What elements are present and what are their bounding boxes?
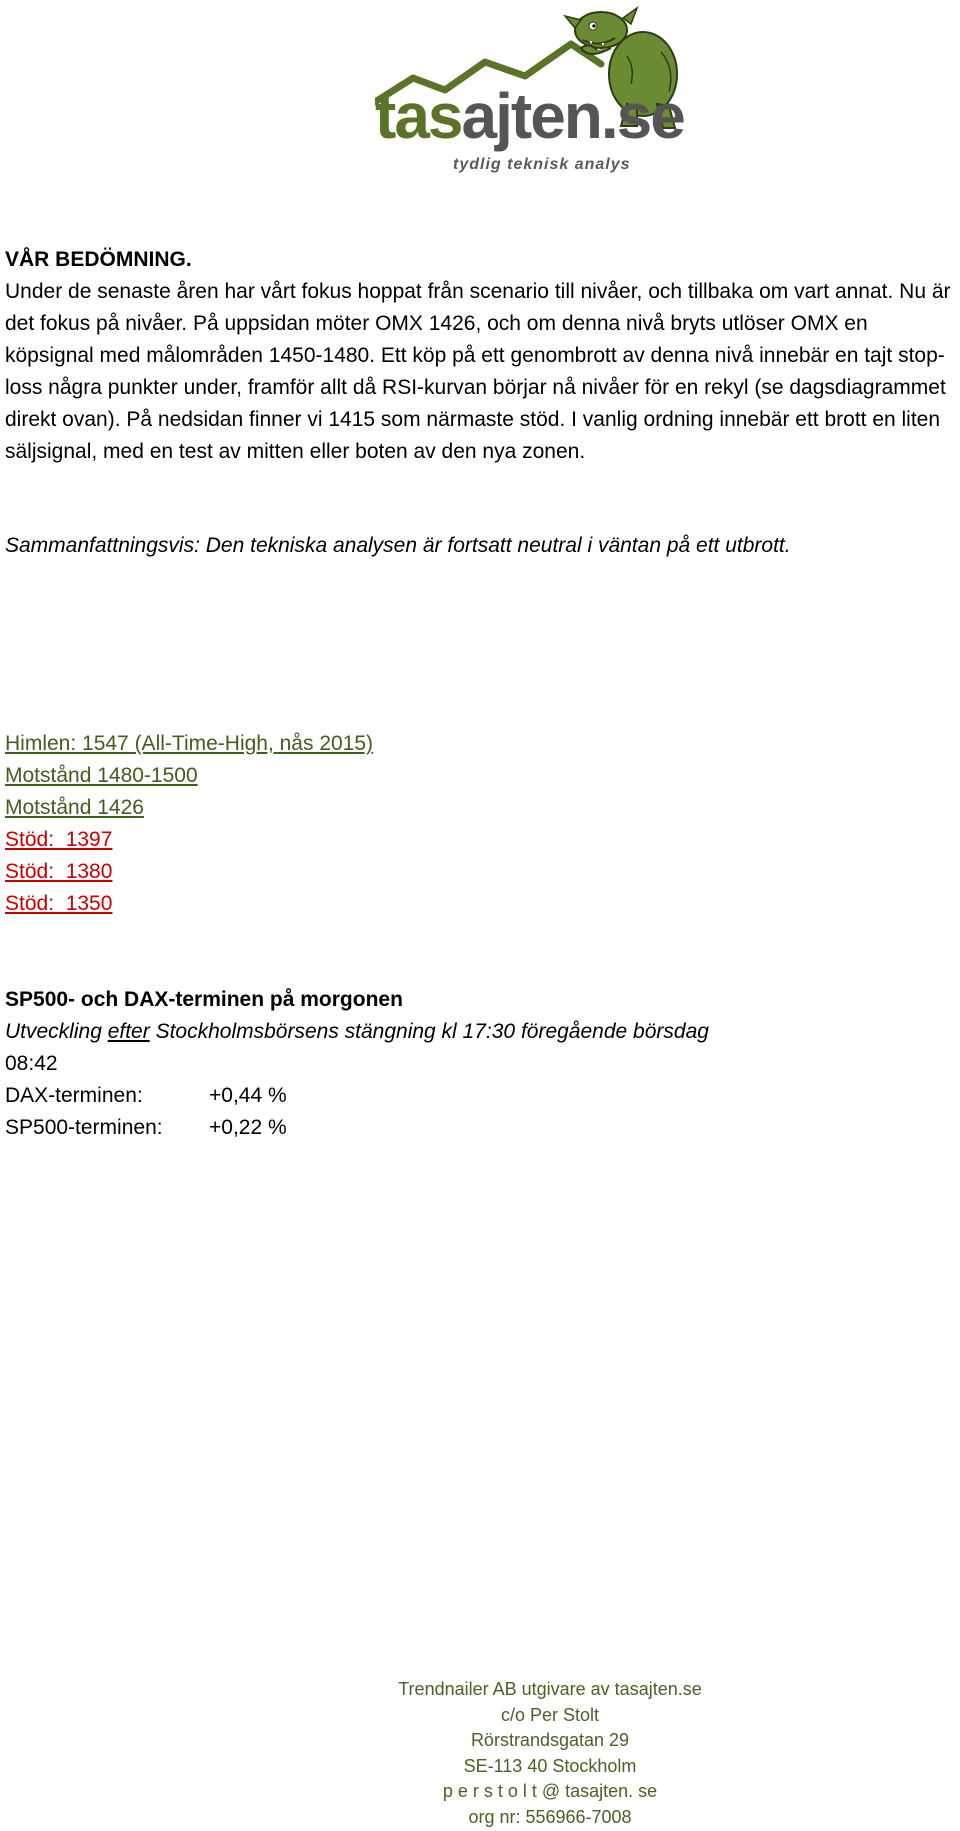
footer-line: Trendnailer AB utgivare av tasajten.se [398,1679,702,1699]
futures-row [5,1112,709,1144]
level-item[interactable]: Motstånd 1480-1500 [5,764,198,787]
futures-section [5,984,709,1144]
futures-label: SP500-terminen: [5,1116,163,1139]
levels-list [5,728,373,920]
footer-line: c/o Per Stolt [500,1704,600,1725]
futures-value: +0,44 % [209,1084,287,1107]
site-logo [375,4,725,184]
logo-brand-green: tas [375,80,462,152]
futures-label: DAX-terminen: [5,1084,143,1107]
footer-email[interactable]: p e r s t o l t @ tasajten. se [442,1781,658,1801]
logo-wordmark [375,80,684,152]
futures-subtitle-underlined: efter [107,1020,150,1043]
level-item[interactable]: Himlen: 1547 (All-Time-High, nås 2015) [5,732,374,755]
level-item[interactable]: Motstånd 1426 [5,796,144,819]
footer [0,1677,960,1830]
assessment-paragraph: Under de senaste åren har vårt fokus hoppat från scenario till nivåer, och tillbaka om vart annat. Nu är det fokus på nivåer. På uppsidan möter OMX 1426, och om denna nivå bryts utlöser OMX en köpsignal med målområden 1450-1480. Ett köp på ett genombrott av denna nivå innebär en tajt stop-loss några punkter under, framför allt då RSI-kurvan börjar nå nivåer för en rekyl (se dagsdiagrammet direkt ovan). På nedsidan finner vi 1415 som närmaste stöd. I vanlig ordning innebär ett brott en liten säljsignal, med en test av mitten eller boten av den nya zonen. [5,280,951,463]
futures-row [5,1080,709,1112]
footer-line: org nr: 556966-7008 [468,1806,632,1827]
futures-subtitle-pre: Utveckling [5,1020,108,1043]
footer-line: SE-113 40 Stockholm [463,1755,637,1776]
futures-title: SP500- och DAX-terminen på morgonen [5,988,403,1011]
assessment-heading: VÅR BEDÖMNING. [5,248,192,271]
logo-brand-rest: ajten.se [461,80,684,152]
level-item[interactable]: Stöd: 1380 [5,860,113,883]
futures-subtitle [5,1016,709,1048]
level-item[interactable]: Stöd: 1350 [5,892,113,915]
assessment-summary: Sammanfattningsvis: Den tekniska analysen är fortsatt neutral i väntan på ett utbrott. [5,534,791,557]
futures-value: +0,22 % [209,1116,287,1139]
futures-subtitle-post: Stockholmsbörsens stängning kl 17:30 föregående börsdag [149,1020,709,1043]
logo-tagline: tydlig teknisk analys [453,156,631,173]
level-item[interactable]: Stöd: 1397 [5,828,113,851]
futures-time: 08:42 [5,1052,58,1075]
footer-line: Rörstrandsgatan 29 [470,1730,630,1750]
